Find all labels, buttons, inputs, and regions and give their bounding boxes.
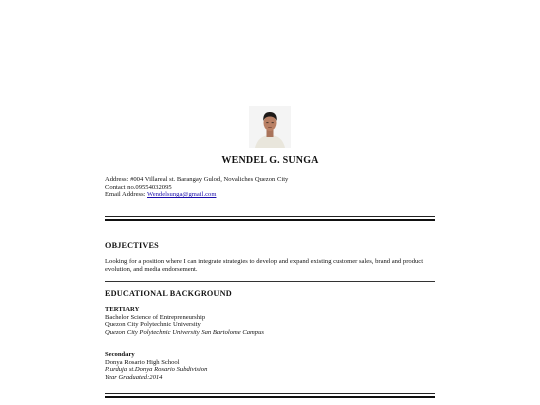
education-campus: Quezon City Polytechnic University San Bartolome Campus — [105, 328, 264, 336]
education-line: Quezon City Polytechnic University — [105, 321, 201, 328]
email-label: Email Address: — [105, 191, 148, 198]
email-line — [105, 191, 435, 199]
divider-thick — [105, 396, 435, 398]
education-line: Bachelor Science of Entrepreneurship — [105, 313, 206, 321]
section-divider — [105, 281, 435, 282]
full-name: WENDEL G. SUNGA — [221, 155, 319, 166]
divider-thin — [105, 393, 435, 394]
person-photo-icon — [249, 106, 291, 148]
education-level: TERTIARY — [105, 306, 140, 313]
education-entry-secondary — [105, 351, 435, 381]
education-heading: EDUCATIONAL BACKGROUND — [105, 289, 232, 298]
email-link[interactable]: Wendelsunga@gmail.com — [147, 191, 217, 198]
profile-photo — [249, 106, 291, 148]
contact-info — [105, 176, 435, 199]
objectives-text: Looking for a position where I can integrate strategies to develop and expand existing customer sales, brand and product evolution, and media endorsement. — [105, 258, 424, 273]
education-address: P.urduja st.Donya Rosario Subdivision — [105, 366, 208, 373]
education-year: Year Graduated:2014 — [105, 373, 163, 381]
education-line: Donya Rosario High School — [105, 358, 180, 366]
education-level: Secondary — [105, 351, 135, 358]
divider-thick — [105, 219, 435, 221]
education-entry-tertiary — [105, 306, 435, 336]
section-divider — [105, 216, 435, 221]
section-divider — [105, 393, 435, 398]
objectives-heading: OBJECTIVES — [105, 241, 159, 250]
contact-number-line: Contact no.09554032095 — [105, 183, 172, 191]
address-line: Address: #004 Villareal st. Barangay Gulod, Novaliches Quezon City — [105, 176, 289, 183]
divider-thin — [105, 216, 435, 217]
